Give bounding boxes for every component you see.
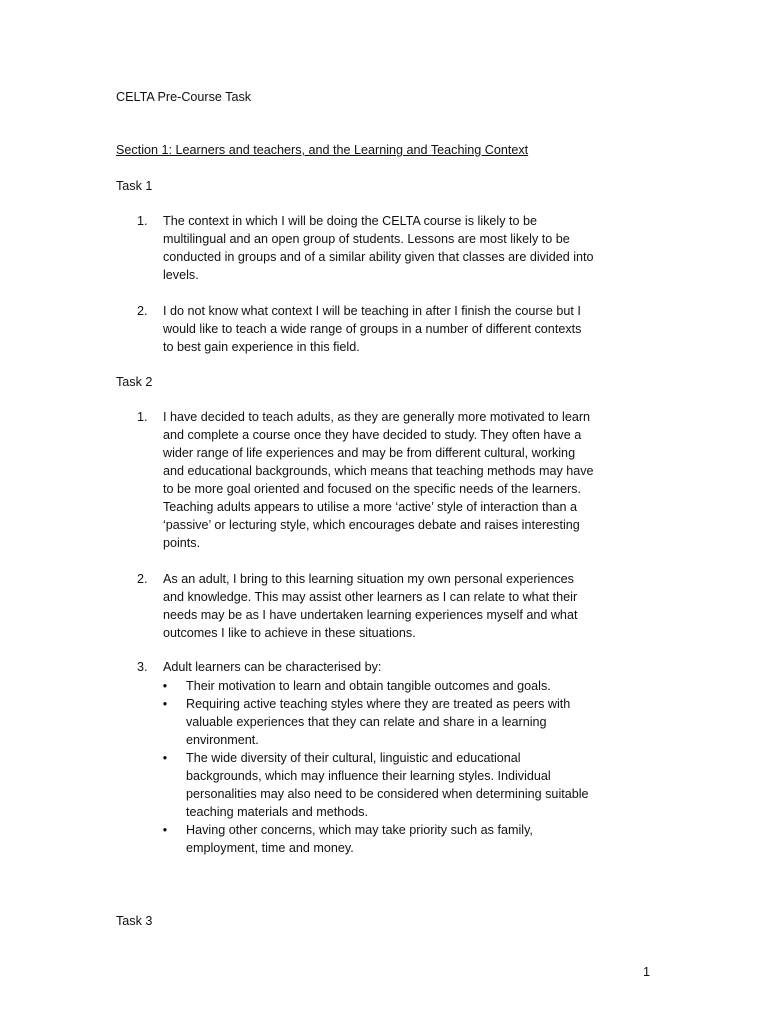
- bullet-item: [160, 695, 660, 749]
- bullet-icon: •: [162, 697, 168, 711]
- item-text: [163, 408, 663, 552]
- text-line: backgrounds, which may influence their learning styles. Individual: [186, 769, 551, 783]
- bullet-icon: •: [162, 679, 168, 693]
- text-line: to be more goal oriented and focused on the specific needs of the learners.: [163, 482, 581, 496]
- text-line: I have decided to teach adults, as they are generally more motivated to learn: [163, 410, 591, 424]
- page-number: 1: [643, 965, 651, 979]
- text-line: multilingual and an open group of students. Lessons are most likely to be: [163, 232, 570, 246]
- bullet-text: [186, 677, 660, 695]
- text-line: outcomes I like to achieve in these situations.: [163, 626, 416, 640]
- item-text: [163, 570, 663, 642]
- item-number: 2.: [137, 304, 148, 318]
- text-line: Adult learners can be characterised by:: [163, 660, 382, 674]
- bullet-icon: •: [162, 751, 168, 765]
- item-text: [163, 212, 663, 284]
- text-line: The context in which I will be doing the CELTA course is likely to be: [163, 214, 538, 228]
- text-line: and knowledge. This may assist other learners as I can relate to what their: [163, 590, 578, 604]
- text-line: needs may be as I have undertaken learning experiences myself and what: [163, 608, 578, 622]
- text-line: The wide diversity of their cultural, linguistic and educational: [186, 751, 521, 765]
- text-line: wider range of life experiences and may be from different cultural, working: [163, 446, 576, 460]
- bullet-text: [186, 695, 660, 749]
- bullet-icon: •: [162, 823, 168, 837]
- text-line: Having other concerns, which may take priority such as family,: [186, 823, 533, 837]
- text-line: Requiring active teaching styles where they are treated as peers with: [186, 697, 571, 711]
- item-number: 2.: [137, 572, 148, 586]
- task-2-heading: Task 2: [116, 375, 153, 389]
- text-line: and educational backgrounds, which means that teaching methods may have: [163, 464, 594, 478]
- bullet-item: [160, 677, 660, 695]
- text-line: Their motivation to learn and obtain tangible outcomes and goals.: [186, 679, 551, 693]
- bullet-text: [186, 749, 660, 821]
- text-line: conducted in groups and of a similar ability given that classes are divided into: [163, 250, 594, 264]
- text-line: employment, time and money.: [186, 841, 354, 855]
- text-line: would like to teach a wide range of groups in a number of different contexts: [163, 322, 582, 336]
- text-line: environment.: [186, 733, 259, 747]
- text-line: levels.: [163, 268, 199, 282]
- text-line: valuable experiences that they can relate and share in a learning: [186, 715, 547, 729]
- item-number: 1.: [137, 214, 148, 228]
- item-number: 3.: [137, 660, 148, 674]
- item-text: [163, 302, 663, 356]
- item-number: 1.: [137, 410, 148, 424]
- text-line: As an adult, I bring to this learning situation my own personal experiences: [163, 572, 574, 586]
- text-line: teaching materials and methods.: [186, 805, 369, 819]
- task-3-heading: Task 3: [116, 914, 153, 928]
- item-text: [163, 658, 663, 676]
- document-title: CELTA Pre-Course Task: [116, 90, 252, 104]
- text-line: points.: [163, 536, 201, 550]
- text-line: Teaching adults appears to utilise a more ‘active’ style of interaction than a: [163, 500, 577, 514]
- text-line: to best gain experience in this field.: [163, 340, 360, 354]
- bullet-item: [160, 749, 660, 821]
- bullet-item: [160, 821, 660, 857]
- section-title: Section 1: Learners and teachers, and the Learning and Teaching Context: [116, 143, 529, 157]
- text-line: and complete a course once they have decided to study. They often have a: [163, 428, 582, 442]
- task-1-heading: Task 1: [116, 179, 153, 193]
- bullet-list: [160, 677, 660, 857]
- text-line: ‘passive’ or lecturing style, which encourages debate and raises interesting: [163, 518, 580, 532]
- text-line: I do not know what context I will be teaching in after I finish the course but I: [163, 304, 581, 318]
- text-line: personalities may also need to be considered when determining suitable: [186, 787, 589, 801]
- bullet-text: [186, 821, 660, 857]
